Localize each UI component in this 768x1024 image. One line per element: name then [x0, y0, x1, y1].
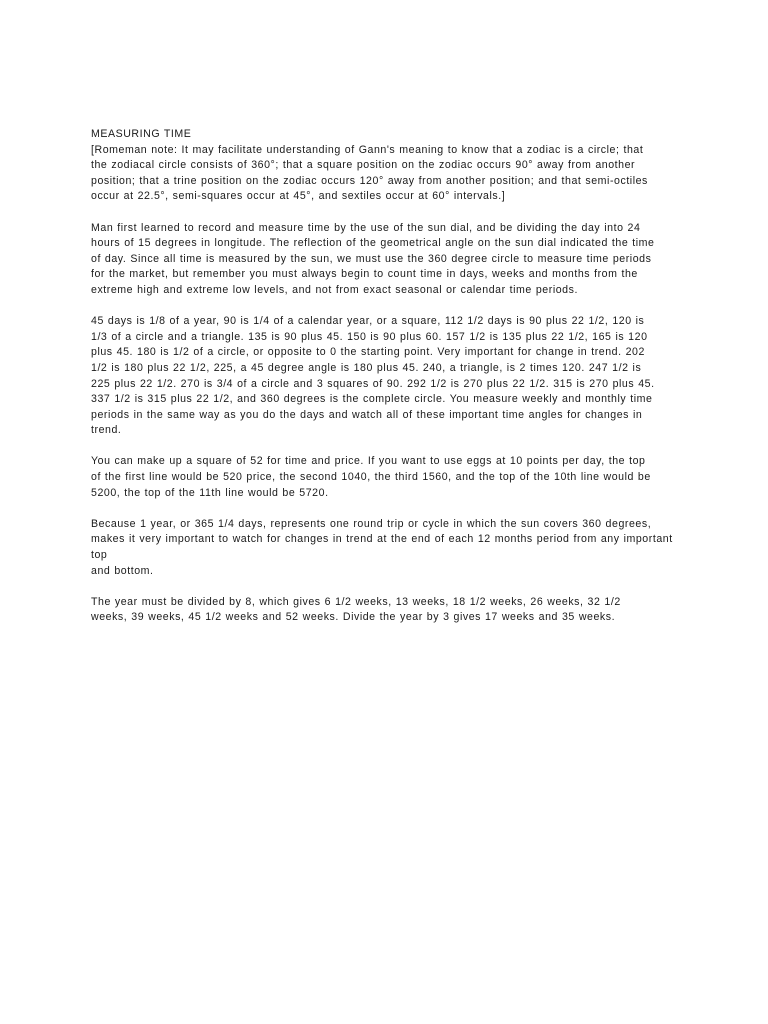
paragraph-square-of-52: You can make up a square of 52 for time and price. If you want to use eggs at 10 points per day, the top of the first line would be 520 price, the second 1040, the third 1560, and the top of the 10th line would be 5200, the top of the 11th line would be 5720. [91, 455, 651, 499]
document-title: MEASURING TIME [91, 128, 192, 140]
paragraph-yearly-cycle: Because 1 year, or 365 1/4 days, represents one round trip or cycle in which the sun covers 360 degrees, makes it very important to watch for changes in trend at the end of each 12 months period from any important top and bottom. [91, 517, 673, 577]
document-page [91, 127, 691, 642]
paragraph-sun-dial: Man first learned to record and measure time by the use of the sun dial, and be dividing the day into 24 hours of 15 degrees in longitude. The reflection of the geometrical angle on the sun dial indicated the time of day. Since all time is measured by the sun, we must use the 360 degree circle to measure time periods for the market, but remember you must always begin to count time in days, weeks and months from the extreme high and extreme low levels, and not from exact seasonal or calendar time periods. [91, 221, 655, 296]
paragraph-romeman-note: [Romeman note: It may facilitate understanding of Gann's meaning to know that a zodiac is a circle; that the zodiacal circle consists of 360°; that a square position on the zodiac occurs 90° away from another position; that a trine position on the zodiac occurs 120° away from another position; and that semi-octiles occur at 22.5°, semi-squares occur at 45°, and sextiles occur at 60° intervals.] [91, 143, 648, 203]
paragraph-year-divisions: The year must be divided by 8, which gives 6 1/2 weeks, 13 weeks, 18 1/2 weeks, 26 weeks, 32 1/2 weeks, 39 weeks, 45 1/2 weeks and 52 weeks. Divide the year by 3 gives 17 weeks and 35 weeks. [91, 595, 621, 624]
paragraph-time-angles: 45 days is 1/8 of a year, 90 is 1/4 of a calendar year, or a square, 112 1/2 days is 90 plus 22 1/2, 120 is 1/3 of a circle and a triangle. 135 is 90 plus 45. 150 is 90 plus 60. 157 1/2 is 135 plus 22 1/2, 165 is 120 plus 45. 180 is 1/2 of a circle, or opposite to 0 the starting point. Very important for change in trend. 202 1/2 is 180 plus 22 1/2, 225, a 45 degree angle is 180 plus 45. 240, a triangle, is 2 times 120. 247 1/2 is 225 plus 22 1/2. 270 is 3/4 of a circle and 3 squares of 90. 292 1/2 is 270 plus 22 1/2. 315 is 270 plus 45. 337 1/2 is 315 plus 22 1/2, and 360 degrees is the complete circle. You measure weekly and monthly time periods in the same way as you do the days and watch all of these important time angles for changes in trend. [91, 315, 655, 437]
